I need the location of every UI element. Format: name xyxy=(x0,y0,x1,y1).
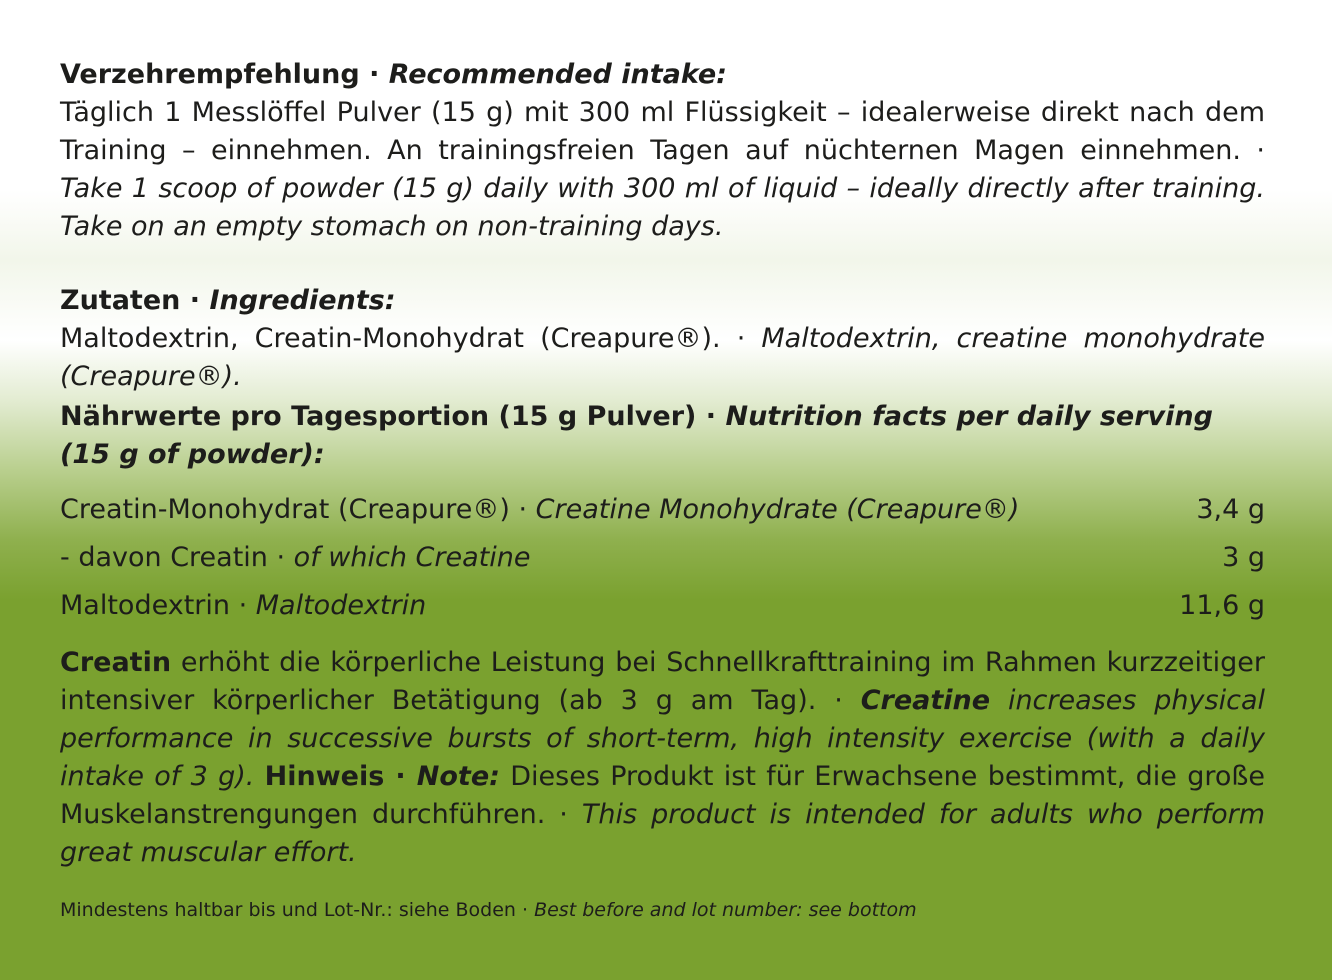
table-row xyxy=(60,486,1265,534)
row-label-de: - davon Creatin · xyxy=(60,542,294,573)
footer-text-en: Best before and lot number: see bottom xyxy=(534,899,917,921)
intake-heading xyxy=(60,56,1265,94)
nutrition-table xyxy=(60,486,1265,630)
nutrition-heading-section xyxy=(60,398,1265,474)
ingredients-text-en: Maltodextrin, creatine monohydrate (Creapure®). xyxy=(60,323,1265,392)
claim-text-en: increases physical performance in successive bursts of short-term, high intensity exercise (with a daily intake of 3 g). xyxy=(60,685,1265,792)
claim-creatine-en: Creatine xyxy=(860,685,991,716)
note-text-en: This product is intended for adults who perform great muscular effort. xyxy=(60,799,1265,868)
row-value: 3,4 g xyxy=(1196,494,1265,525)
footer-note xyxy=(60,896,1265,924)
intake-text xyxy=(60,94,1265,246)
row-label-de: Creatin-Monohydrat (Creapure®) · xyxy=(60,494,536,525)
row-label-en: Creatine Monohydrate (Creapure®) xyxy=(535,494,1020,525)
claim-section xyxy=(60,644,1265,872)
intake-text-en: Take 1 scoop of powder (15 g) daily with 300 ml of liquid – ideally directly after training. Take on an empty stomach on non-training days. xyxy=(60,173,1265,242)
claim-text-de: erhöht die körperliche Leistung bei Schnellkrafttraining im Rahmen kurzzeitiger intensiver körperlicher Betätigung (ab 3 g am Tag). · xyxy=(60,647,1265,716)
intake-heading-en: Recommended intake: xyxy=(388,59,727,90)
table-row xyxy=(60,534,1265,582)
note-label-de: Hinweis · xyxy=(264,761,417,792)
note-text-de: Dieses Produkt ist für Erwachsene bestimmt, die große Muskelanstrengungen durchführen. · xyxy=(60,761,1265,830)
ingredients-text-de: Maltodextrin, Creatin-Monohydrat (Creapure®). · xyxy=(60,323,762,354)
row-label xyxy=(60,582,426,630)
intake-heading-de: Verzehrempfehlung · xyxy=(60,59,389,90)
row-label xyxy=(60,534,530,582)
footer-text-de: Mindestens haltbar bis und Lot-Nr.: siehe Boden · xyxy=(60,899,535,921)
intake-text-de: Täglich 1 Messlöffel Pulver (15 g) mit 300 ml Flüssigkeit – idealerweise direkt nach dem Training – einnehmen. An trainingsfreien Tagen auf nüchternen Magen einnehmen. · xyxy=(60,97,1265,166)
ingredients-heading xyxy=(60,282,1265,320)
ingredients-heading-en: Ingredients: xyxy=(209,285,396,316)
claim-text xyxy=(60,644,1265,872)
claim-creatin-de: Creatin xyxy=(60,647,172,678)
row-label xyxy=(60,486,1019,534)
ingredients-text xyxy=(60,320,1265,396)
ingredients-section xyxy=(60,282,1265,396)
nutrition-heading xyxy=(60,398,1265,474)
ingredients-heading-de: Zutaten · xyxy=(60,285,210,316)
nutrition-heading-de: Nährwerte pro Tagesportion (15 g Pulver) · xyxy=(60,401,726,432)
row-value: 11,6 g xyxy=(1179,590,1265,621)
nutrition-heading-en: Nutrition facts per daily serving (15 g of powder): xyxy=(60,401,1213,470)
table-row xyxy=(60,582,1265,630)
row-value: 3 g xyxy=(1222,542,1265,573)
row-label-de: Maltodextrin · xyxy=(60,590,256,621)
intake-section xyxy=(60,56,1265,246)
row-label-en: of which Creatine xyxy=(293,542,531,573)
note-label-en: Note: xyxy=(416,761,500,792)
row-label-en: Maltodextrin xyxy=(255,590,427,621)
